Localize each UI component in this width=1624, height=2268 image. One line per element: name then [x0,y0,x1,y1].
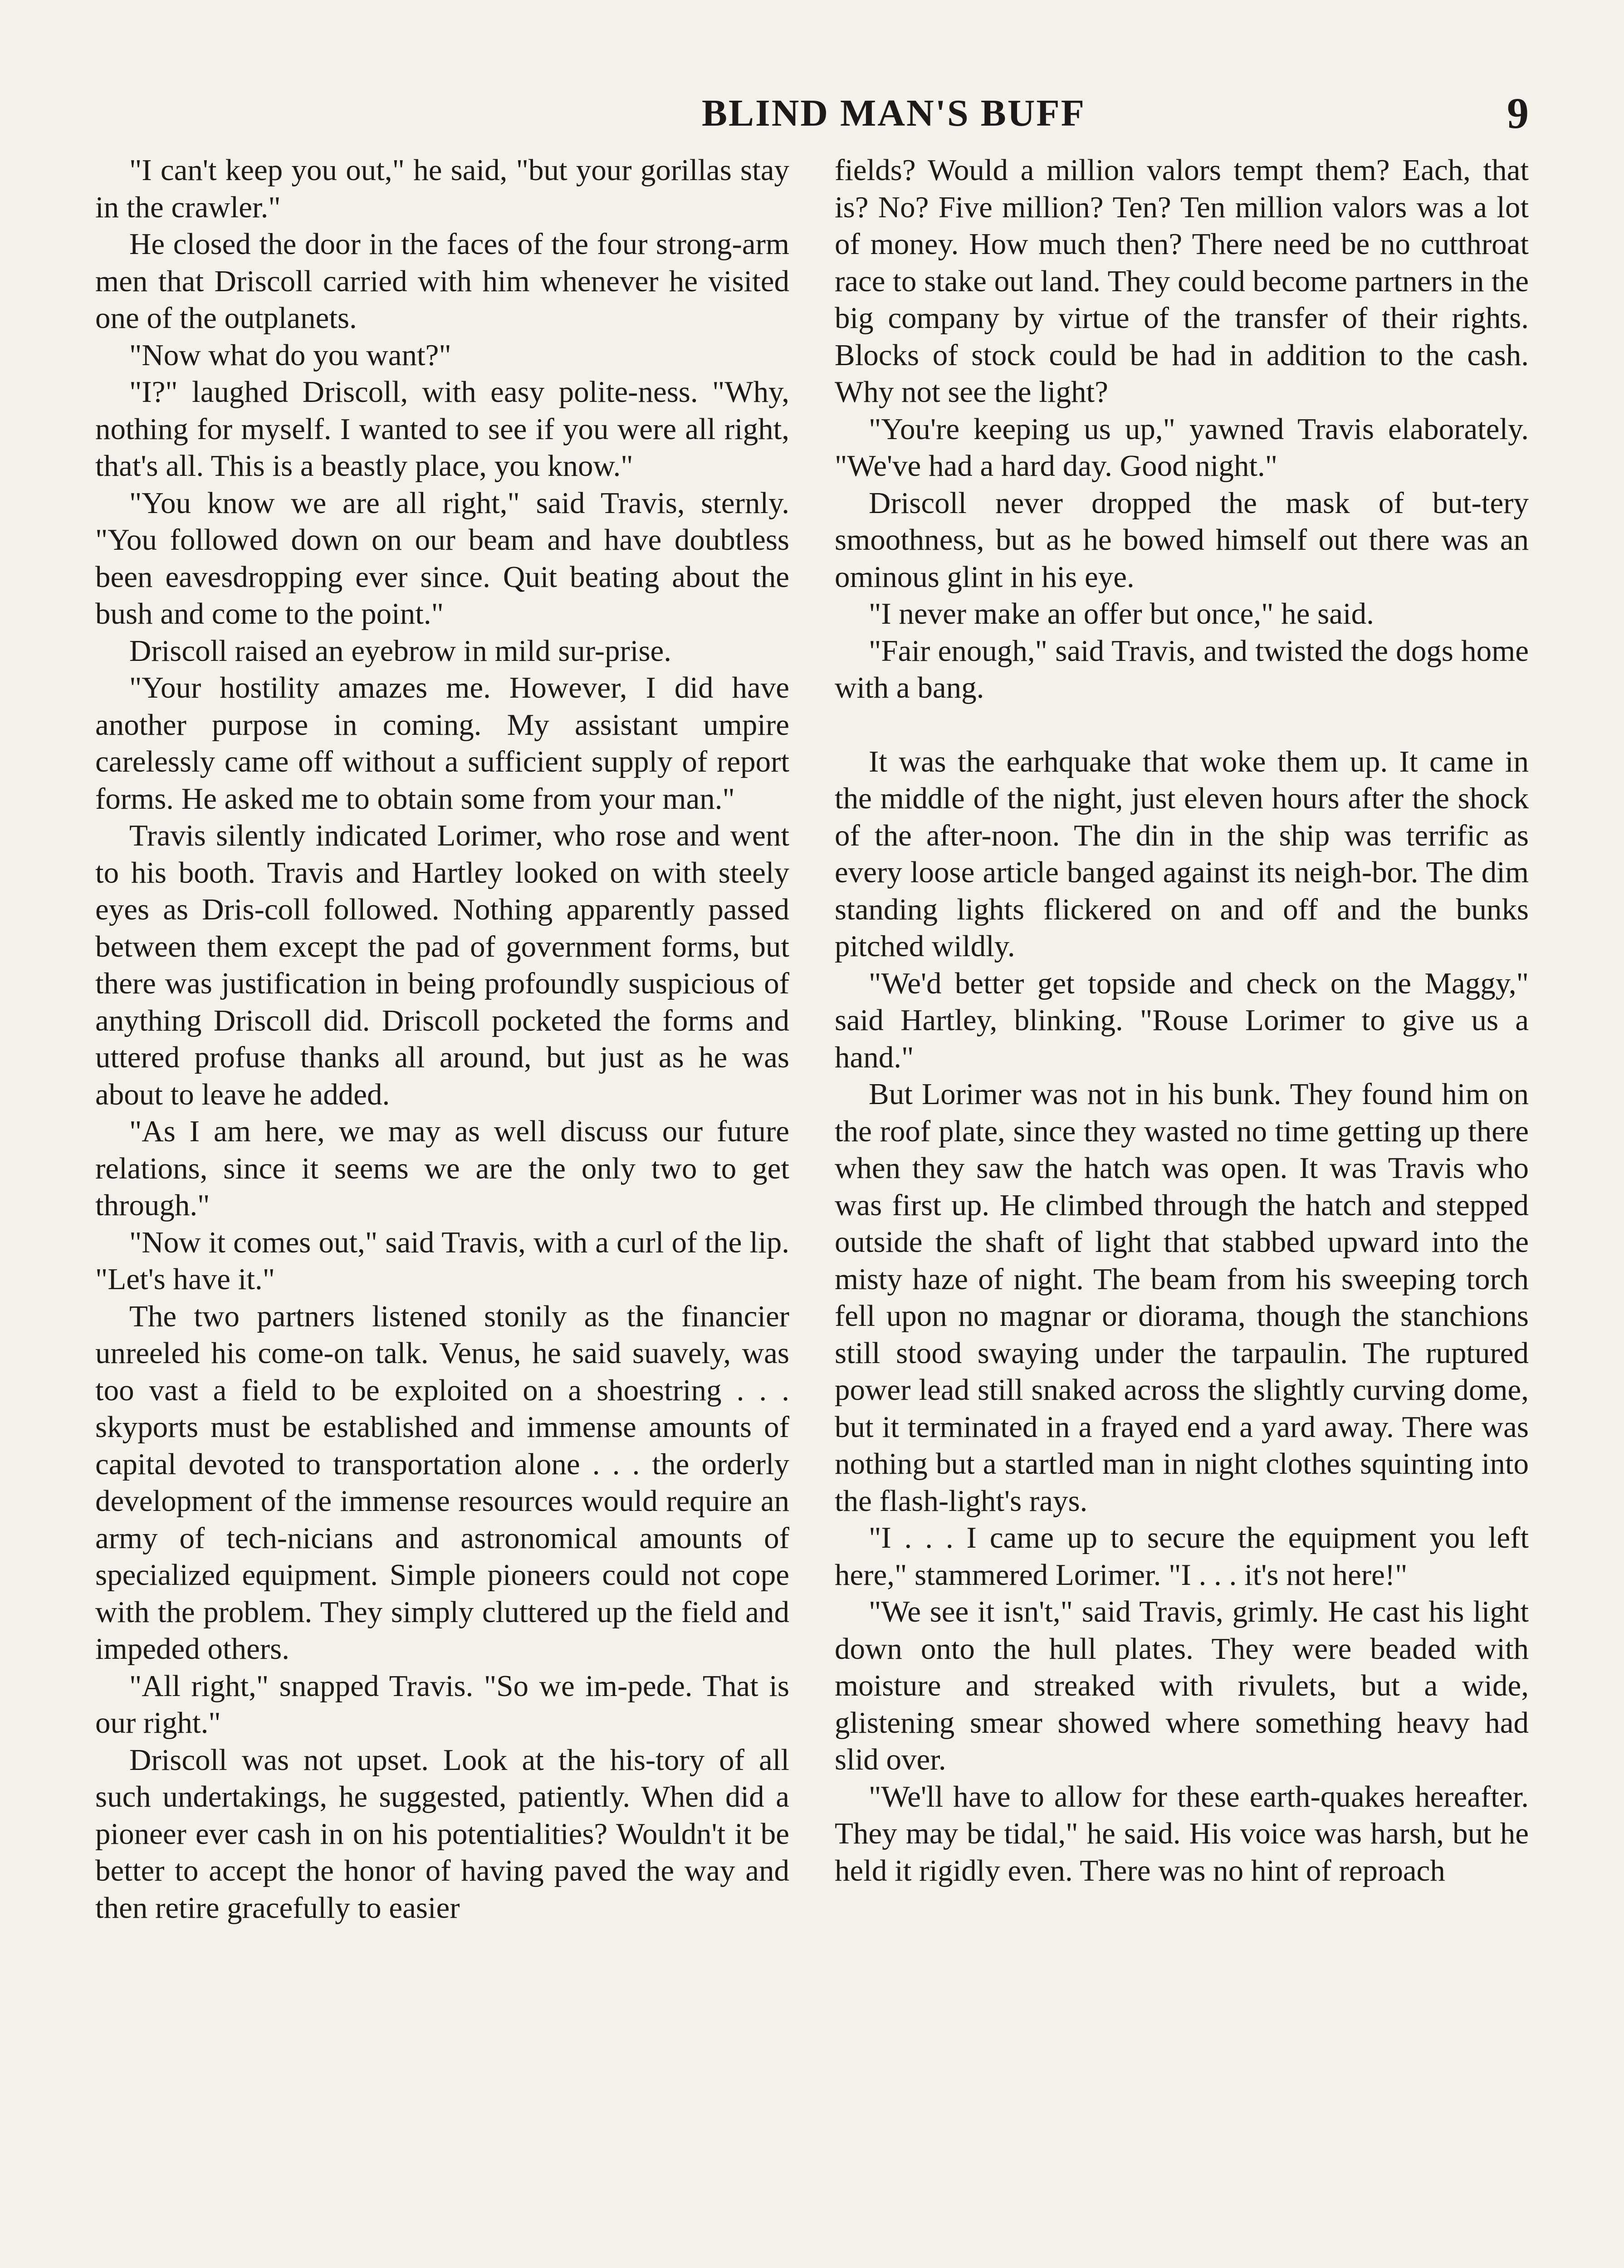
text-column-right [835,152,1529,1889]
paragraph: Driscoll never dropped the mask of but-tery smoothness, but as he bowed himself out there was an ominous glint in his eye. [835,486,1529,594]
paragraph: "I never make an offer but once," he said. [869,597,1374,631]
paragraph: Driscoll was not upset. Look at the his-tory of all such undertakings, he suggested, patiently. When did a pioneer ever cash in on his potentialities? Wouldn't it be better to accept the honor of having paved the way and then retire gracefully to easier [95,1743,789,1925]
paragraph-continued: fields? Would a million valors tempt them? Each, that is? No? Five million? Ten? Ten million valors was a lot of money. How much then? There need be no cutthroat race to stake out land. They could become partners in the big company by virtue of the transfer of their rights. Blocks of stock could be had in addition to the cash. Why not see the light? [835,153,1529,409]
page-number: 9 [1507,89,1529,137]
paragraph: "We see it isn't," said Travis, grimly. He cast his light down onto the hull plates. They were beaded with moisture and streaked with rivulets, but a wide, glistening smear showed where something heavy had slid over. [835,1595,1529,1776]
paragraph: Driscoll raised an eyebrow in mild sur-prise. [129,634,672,668]
paragraph: "As I am here, we may as well discuss our future relations, since it seems we are the only two to get through." [95,1114,789,1222]
running-title: BLIND MAN'S BUFF [701,92,1086,134]
paragraph: "Fair enough," said Travis, and twisted the dogs home with a bang. [835,634,1529,704]
paragraph: "Now what do you want?" [129,338,451,372]
paragraph: "We'll have to allow for these earth-quakes hereafter. They may be tidal," he said. His voice was harsh, but he held it rigidly even. There was no hint of reproach [835,1779,1529,1887]
paragraph: But Lorimer was not in his bunk. They found him on the roof plate, since they wasted no time getting up there when they saw the hatch was open. It was Travis who was first up. He climbed through the hatch and stepped outside the shaft of light that stabbed upward into the misty haze of night. The beam from his sweeping torch fell upon no magnar or diorama, though the stanchions still stood swaying under the tarpaulin. The ruptured power lead still snaked across the slightly curving dome, but it terminated in a frayed end a yard away. There was nothing but a startled man in night clothes squinting into the flash-light's rays. [835,1077,1529,1518]
paragraph: Travis silently indicated Lorimer, who rose and went to his booth. Travis and Hartley looked on with steely eyes as Dris-coll followed. Nothing apparently passed between them except the pad of government forms, but there was justification in being profoundly suspicious of anything Driscoll did. Driscoll pocketed the forms and uttered profuse thanks all around, but just as he was about to leave he added. [95,819,789,1111]
paragraph: "You're keeping us up," yawned Travis elaborately. "We've had a hard day. Good night." [835,412,1529,483]
paragraph: "I?" laughed Driscoll, with easy polite-ness. "Why, nothing for myself. I wanted to see if you were all right, that's all. This is a beastly place, you know." [95,375,789,483]
paragraph: "You know we are all right," said Travis, sternly. "You followed down on our beam and have doubtless been eavesdropping ever since. Quit beating about the bush and come to the point." [95,486,789,631]
paragraph: "We'd better get topside and check on the Maggy," said Hartley, blinking. "Rouse Lorimer to give us a hand." [835,966,1529,1074]
paragraph: "All right," snapped Travis. "So we im-pede. That is our right." [95,1669,789,1740]
paragraph: The two partners listened stonily as the financier unreeled his come-on talk. Venus, he said suavely, was too vast a field to be exploited on a shoestring . . . skyports must be established and immense amounts of capital devoted to transportation alone . . . the orderly development of the immense resources would require an army of tech-nicians and astronomical amounts of specialized equipment. Simple pioneers could not cope with the problem. They simply cluttered up the field and impeded others. [95,1299,789,1666]
paragraph: "Your hostility amazes me. However, I did have another purpose in coming. My assistant umpire carelessly came off without a sufficient supply of report forms. He asked me to obtain some from your man." [95,671,789,816]
paragraph-section-start: It was the earhquake that woke them up. It came in the middle of the night, just eleven hours after the shock of the after-noon. The din in the ship was terrific as every loose article banged against its neigh-bor. The dim standing lights flickered on and off and the bunks pitched wildly. [835,744,1529,963]
paragraph: "I can't keep you out," he said, "but your gorillas stay in the crawler." [95,153,789,224]
paragraph: "I . . . I came up to secure the equipment you left here," stammered Lorimer. "I . . . it's not here!" [835,1521,1529,1592]
paragraph: He closed the door in the faces of the four strong-arm men that Driscoll carried with him whenever he visited one of the outplanets. [95,227,789,335]
text-column-left [95,152,789,1926]
paragraph: "Now it comes out," said Travis, with a curl of the lip. "Let's have it." [95,1225,789,1296]
